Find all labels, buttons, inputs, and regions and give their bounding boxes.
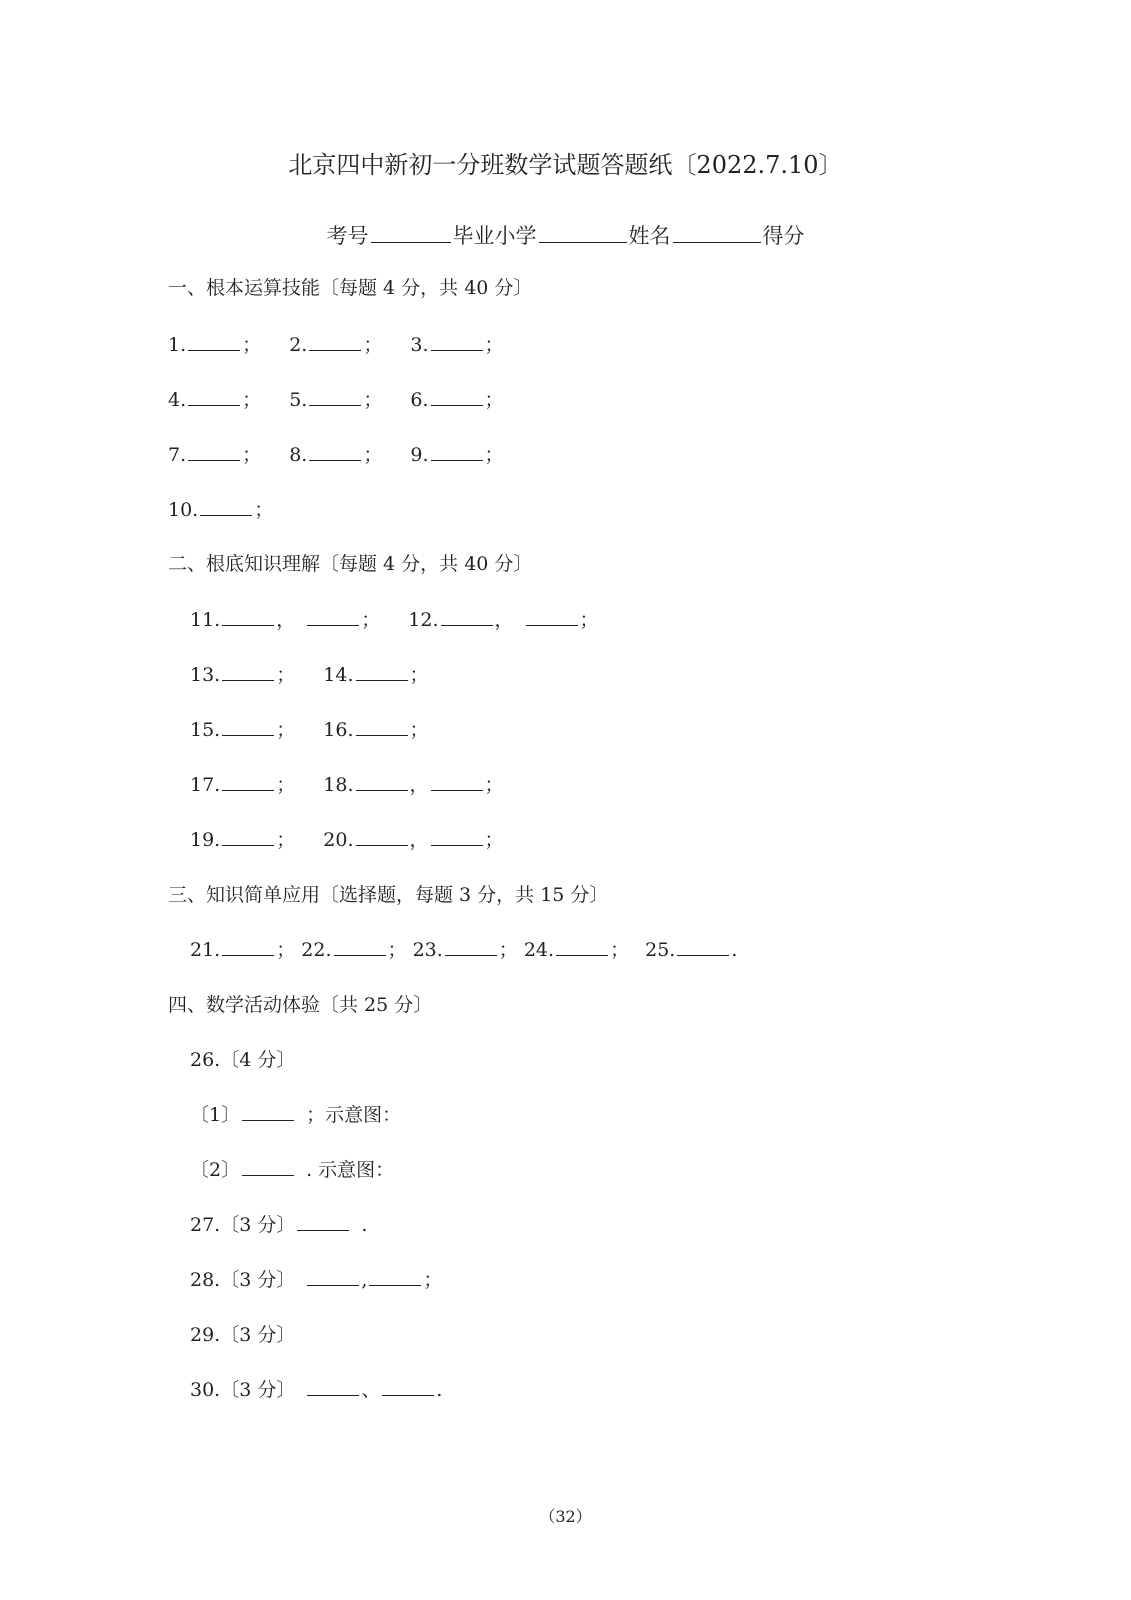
question-number: 28.〔3 分〕 <box>190 1269 296 1291</box>
answer-row-26-1 <box>190 1103 401 1127</box>
punctuation: ； <box>363 389 383 411</box>
punctuation: ； <box>254 499 274 521</box>
answer-blank-1[interactable] <box>188 334 240 351</box>
answer-row-27 <box>190 1213 367 1237</box>
question-number: 22. <box>301 939 332 961</box>
name-label: 姓名 <box>628 224 671 248</box>
answer-blank-23[interactable] <box>445 939 497 956</box>
answer-blank-5[interactable] <box>309 389 361 406</box>
answer-blank-30b[interactable] <box>382 1379 434 1396</box>
punctuation: ； <box>276 774 296 796</box>
answer-blank-10[interactable] <box>200 499 252 516</box>
answer-row-13-14 <box>190 663 429 687</box>
sub-question-number: 〔2〕 <box>190 1159 241 1181</box>
answer-blank-6[interactable] <box>431 389 483 406</box>
question-number: 30.〔3 分〕 <box>190 1379 296 1401</box>
punctuation: ， <box>409 829 429 851</box>
punctuation: . <box>361 1214 368 1236</box>
answer-blank-17[interactable] <box>222 774 274 791</box>
question-number: 2. <box>289 334 308 356</box>
answer-blank-12a[interactable] <box>441 609 493 626</box>
question-number: 23. <box>412 939 443 961</box>
question-number: 11. <box>190 609 221 631</box>
exam-no-label: 考号 <box>326 224 369 248</box>
score-label: 得分 <box>762 224 805 248</box>
answer-blank-12b[interactable] <box>526 609 578 626</box>
answer-blank-9[interactable] <box>431 444 483 461</box>
answer-row-26-2 <box>190 1158 394 1182</box>
section-4-heading: 四、数学活动体验〔共 25 分〕 <box>168 994 433 1016</box>
answer-row-17-18 <box>190 773 504 797</box>
sketch-label: . 示意图： <box>306 1159 395 1181</box>
question-number: 1. <box>168 334 187 356</box>
punctuation: ； <box>484 389 504 411</box>
page-title: 北京四中新初一分班数学试题答题纸〔2022.7.10〕 <box>288 151 843 179</box>
answer-row-28 <box>190 1268 442 1292</box>
section-3-heading: 三、知识简单应用〔选择题，每题 3 分，共 15 分〕 <box>168 884 609 906</box>
question-number: 19. <box>190 829 221 851</box>
section-1-heading: 一、根本运算技能〔每题 4 分，共 40 分〕 <box>168 277 533 299</box>
answer-blank-28a[interactable] <box>307 1269 359 1286</box>
punctuation: ； <box>484 774 504 796</box>
punctuation: ； <box>409 664 429 686</box>
punctuation: ， <box>276 609 296 631</box>
question-number: 16. <box>323 719 354 741</box>
punctuation: ； <box>361 609 381 631</box>
exam-no-field[interactable] <box>371 226 451 243</box>
answer-row-19-20 <box>190 828 504 852</box>
question-number: 13. <box>190 664 221 686</box>
answer-row-21-25 <box>190 938 737 962</box>
question-number: 27.〔3 分〕 <box>190 1214 296 1236</box>
answer-blank-21[interactable] <box>222 939 274 956</box>
answer-blank-25[interactable] <box>677 939 729 956</box>
punctuation: ； <box>610 939 630 961</box>
answer-row-10 <box>168 498 273 522</box>
answer-blank-2[interactable] <box>309 334 361 351</box>
question-number: 4. <box>168 389 187 411</box>
question-number: 20. <box>323 829 354 851</box>
question-number: 3. <box>410 334 429 356</box>
school-label: 毕业小学 <box>452 224 537 248</box>
answer-blank-27[interactable] <box>297 1214 349 1231</box>
punctuation: 、 <box>361 1379 381 1401</box>
punctuation: , <box>361 1269 368 1291</box>
punctuation: ； <box>276 719 296 741</box>
punctuation: ， <box>494 609 514 631</box>
question-number: 17. <box>190 774 221 796</box>
page-number: （32） <box>539 1507 592 1526</box>
sketch-label: ；示意图： <box>306 1104 402 1126</box>
question-number: 9. <box>410 444 429 466</box>
answer-blank-13[interactable] <box>222 664 274 681</box>
punctuation: ； <box>276 664 296 686</box>
question-number: 15. <box>190 719 221 741</box>
sub-question-number: 〔1〕 <box>190 1104 241 1126</box>
question-number: 24. <box>523 939 555 961</box>
punctuation: ； <box>242 334 262 356</box>
punctuation: ； <box>276 939 296 961</box>
punctuation: ； <box>242 444 262 466</box>
answer-blank-4[interactable] <box>188 389 240 406</box>
question-29-label: 29.〔3 分〕 <box>190 1324 296 1346</box>
answer-blank-26-2[interactable] <box>242 1159 294 1176</box>
answer-blank-30a[interactable] <box>307 1379 359 1396</box>
punctuation: ； <box>498 939 518 961</box>
question-number: 10. <box>168 499 199 521</box>
question-number: 25. <box>645 939 676 961</box>
punctuation: ； <box>363 334 383 356</box>
student-info-line <box>0 222 1131 250</box>
punctuation: ， <box>409 774 429 796</box>
question-number: 18. <box>323 774 354 796</box>
school-field[interactable] <box>539 226 627 243</box>
answer-blank-11a[interactable] <box>222 609 274 626</box>
question-26-label: 26.〔4 分〕 <box>190 1049 296 1071</box>
answer-blank-19[interactable] <box>222 829 274 846</box>
punctuation: ； <box>484 334 504 356</box>
punctuation: ； <box>484 829 504 851</box>
answer-blank-15[interactable] <box>222 719 274 736</box>
punctuation: ； <box>242 389 262 411</box>
name-field[interactable] <box>673 226 761 243</box>
answer-blank-16[interactable] <box>356 719 408 736</box>
answer-blank-20a[interactable] <box>356 829 408 846</box>
answer-row-30 <box>190 1378 442 1402</box>
punctuation: ； <box>276 829 296 851</box>
question-number: 12. <box>408 609 439 631</box>
answer-blank-22[interactable] <box>334 939 386 956</box>
answer-blank-20b[interactable] <box>431 829 483 846</box>
answer-blank-8[interactable] <box>309 444 361 461</box>
question-number: 5. <box>289 389 308 411</box>
question-number: 8. <box>289 444 308 466</box>
punctuation: . <box>436 1379 443 1401</box>
punctuation: ； <box>484 444 504 466</box>
answer-row-11-12 <box>190 608 599 632</box>
question-number: 14. <box>323 664 354 686</box>
answer-row-1-3 <box>168 333 504 357</box>
answer-blank-11b[interactable] <box>307 609 359 626</box>
answer-blank-3[interactable] <box>431 334 483 351</box>
answer-blank-18b[interactable] <box>431 774 483 791</box>
answer-row-4-6 <box>168 388 504 412</box>
punctuation: . <box>731 939 738 961</box>
answer-blank-28b[interactable] <box>369 1269 421 1286</box>
question-number: 7. <box>168 444 187 466</box>
answer-row-15-16 <box>190 718 429 742</box>
answer-blank-26-1[interactable] <box>242 1104 294 1121</box>
punctuation: ； <box>363 444 383 466</box>
answer-blank-14[interactable] <box>356 664 408 681</box>
section-2-heading: 二、根底知识理解〔每题 4 分，共 40 分〕 <box>168 553 533 575</box>
answer-blank-7[interactable] <box>188 444 240 461</box>
answer-blank-18a[interactable] <box>356 774 408 791</box>
answer-blank-24[interactable] <box>556 939 608 956</box>
question-number: 6. <box>410 389 429 411</box>
punctuation: ； <box>579 609 599 631</box>
punctuation: ； <box>409 719 429 741</box>
punctuation: ； <box>387 939 407 961</box>
question-number: 21. <box>190 939 221 961</box>
answer-row-7-9 <box>168 443 504 467</box>
punctuation: ； <box>423 1269 443 1291</box>
